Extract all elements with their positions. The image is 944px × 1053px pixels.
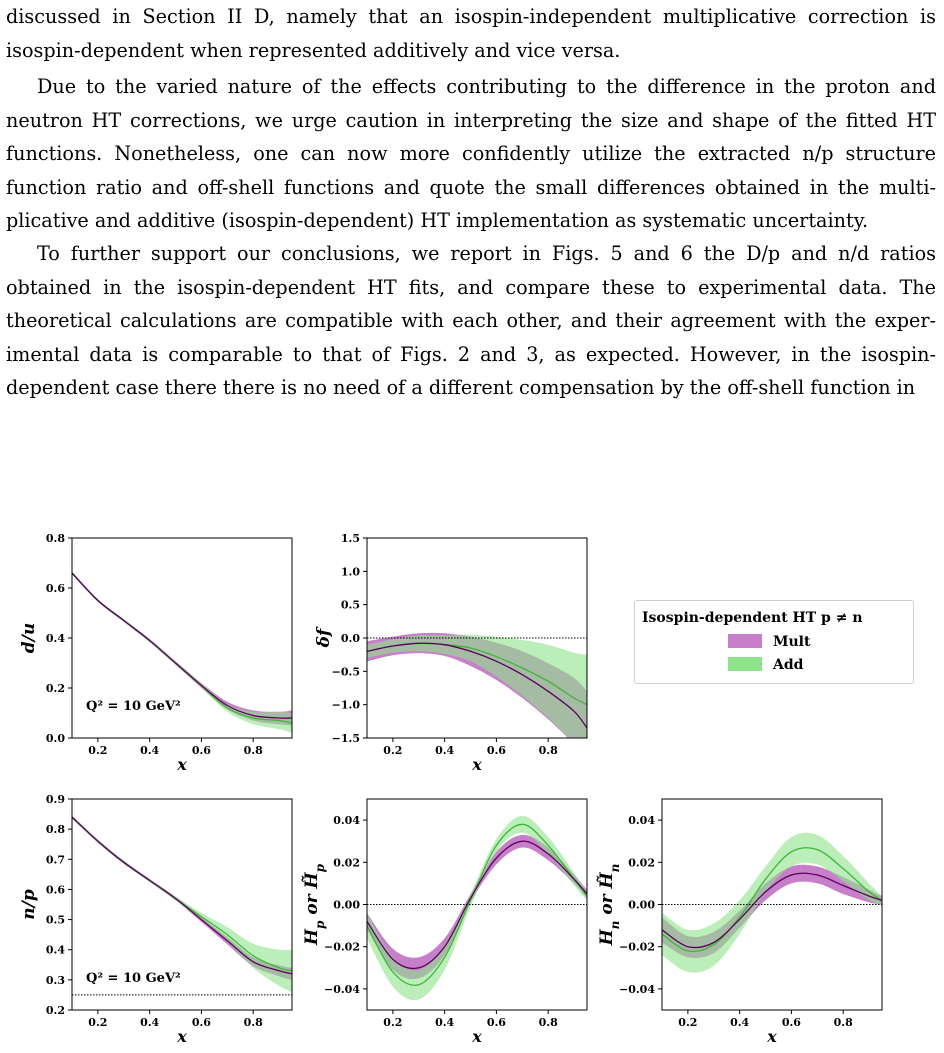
y-tick-label: 0.0 [45, 732, 65, 745]
text-line: Due to the varied nature of the effects contributing to the difference in the proton and [37, 75, 936, 98]
y-tick-label: −0.04 [618, 982, 655, 996]
x-axis-label: x [177, 1027, 187, 1046]
legend-label-mult: Mult [773, 634, 811, 650]
legend-title: Isospin-dependent HT p ≠ n [642, 610, 863, 626]
y-tick-label: 0.6 [45, 883, 65, 897]
y-tick-label: 0.00 [333, 898, 360, 912]
x-tick-label: 0.8 [243, 1016, 263, 1029]
plot-area [367, 816, 587, 1000]
y-tick-label: 0.00 [628, 898, 655, 912]
x-tick-label: 0.4 [435, 744, 455, 757]
y-tick-label: 0.7 [45, 853, 65, 867]
legend-swatch-add [728, 657, 762, 671]
text-line: imental data is comparable to that of Figs. 2 and 3, as expected. However, in the isospin- [6, 342, 936, 366]
y-tick-label: 0.6 [45, 582, 65, 595]
x-tick-label: 0.2 [383, 1016, 403, 1029]
text-line: dependent case there there is no need of a different compensation by the off-shell function in [6, 376, 916, 400]
x-tick-label: 0.4 [140, 1016, 160, 1029]
x-tick-label: 0.6 [191, 744, 211, 757]
legend-label-add: Add [773, 657, 804, 673]
paragraph-2 [6, 70, 936, 238]
y-tick-label: 0.0 [340, 632, 360, 645]
y-tick-label: 0.9 [45, 793, 65, 806]
y-tick-label: 0.02 [628, 856, 655, 870]
x-tick-label: 0.6 [486, 744, 506, 757]
text-line: isospin-dependent when represented additively and vice versa. [6, 38, 621, 62]
q2-annotation: Q² = 10 GeV² [86, 699, 181, 714]
plot-area [72, 816, 292, 992]
x-axis-label: x [472, 1027, 482, 1046]
line-mult [72, 573, 292, 718]
y-axis-label: d/u [19, 622, 39, 654]
y-tick-label: −0.5 [331, 665, 360, 679]
legend-item-add [728, 657, 803, 673]
y-tick-label: 0.04 [628, 814, 655, 828]
text-line: obtained in the isospin-dependent HT fits, and compare these to experimental data. The [6, 275, 936, 299]
chart-hn [597, 799, 882, 1046]
y-tick-label: 0.02 [333, 856, 360, 870]
y-tick-label: 0.04 [333, 814, 360, 828]
chart-hp [302, 799, 587, 1046]
x-tick-label: 0.4 [140, 744, 160, 757]
x-tick-label: 0.8 [243, 744, 263, 757]
x-axis-label: x [177, 755, 187, 774]
y-tick-label: −1.0 [331, 698, 360, 712]
y-axis-label: δf [314, 628, 334, 648]
x-tick-label: 0.8 [833, 1016, 853, 1029]
chart-np [19, 793, 292, 1046]
text-line: To further support our conclusions, we report in Figs. 5 and 6 the D/p and n/d ratios [37, 242, 936, 265]
text-line: discussed in Section II D, namely that an isospin-independent multiplicative correction is [6, 5, 936, 28]
y-tick-label: 1.0 [340, 565, 360, 579]
text-line: functions. Nonetheless, one can now more confidently utilize the extracted n/p structure [6, 142, 936, 166]
x-tick-label: 0.4 [435, 1016, 455, 1029]
x-tick-label: 0.6 [781, 1016, 801, 1029]
x-tick-label: 0.6 [191, 1016, 211, 1029]
x-tick-label: 0.2 [678, 1016, 698, 1029]
y-tick-label: 0.5 [340, 598, 360, 612]
x-tick-label: 0.6 [486, 1016, 506, 1029]
y-tick-label: −0.04 [323, 982, 360, 996]
x-tick-label: 0.4 [730, 1016, 750, 1029]
x-tick-label: 0.2 [383, 744, 403, 757]
y-axis-label: $H_n$ or $H̃_n$ [597, 863, 622, 946]
y-tick-label: −0.02 [618, 940, 655, 954]
y-axis-label: $H_p$ or $H̃_p$ [302, 863, 327, 946]
y-tick-label: 0.5 [45, 913, 65, 927]
legend-swatch-mult [728, 634, 762, 648]
y-tick-label: 0.3 [45, 973, 65, 987]
y-tick-label: −1.5 [331, 732, 360, 745]
figure [0, 528, 944, 1053]
x-axis-label: x [472, 755, 482, 774]
y-tick-label: −0.02 [323, 940, 360, 954]
x-tick-label: 0.8 [538, 1016, 558, 1029]
legend [634, 600, 914, 684]
band-add [367, 816, 587, 1000]
text-line: theoretical calculations are compatible with each other, and their agreement with the exper- [6, 309, 936, 333]
text-line: neutron HT corrections, we urge caution in interpreting the size and shape of the fitted HT [6, 108, 936, 132]
y-tick-label: 0.4 [45, 632, 65, 645]
q2-annotation: Q² = 10 GeV² [86, 971, 181, 986]
y-tick-label: 0.2 [45, 682, 65, 695]
plot-area [662, 833, 882, 973]
y-tick-label: 0.8 [45, 823, 65, 837]
paragraph-3 [6, 237, 936, 405]
legend-item-mult [728, 634, 810, 650]
y-axis-label: n/p [19, 889, 39, 920]
chart-df [314, 532, 587, 774]
y-tick-label: 0.2 [45, 1004, 65, 1017]
x-tick-label: 0.8 [538, 744, 558, 757]
y-tick-label: 0.4 [45, 943, 65, 957]
text-line: plicative and additive (isospin-dependent) HT implementation as systematic uncertainty. [6, 209, 869, 233]
x-tick-label: 0.2 [88, 1016, 108, 1029]
paragraph-1 [6, 0, 936, 67]
x-axis-label: x [767, 1027, 777, 1046]
x-tick-label: 0.2 [88, 744, 108, 757]
chart-du [19, 532, 292, 774]
text-line: function ratio and off-shell functions and quote the small differences obtained in the multi- [6, 175, 936, 199]
y-tick-label: 0.8 [45, 532, 65, 545]
y-tick-label: 1.5 [340, 532, 360, 545]
